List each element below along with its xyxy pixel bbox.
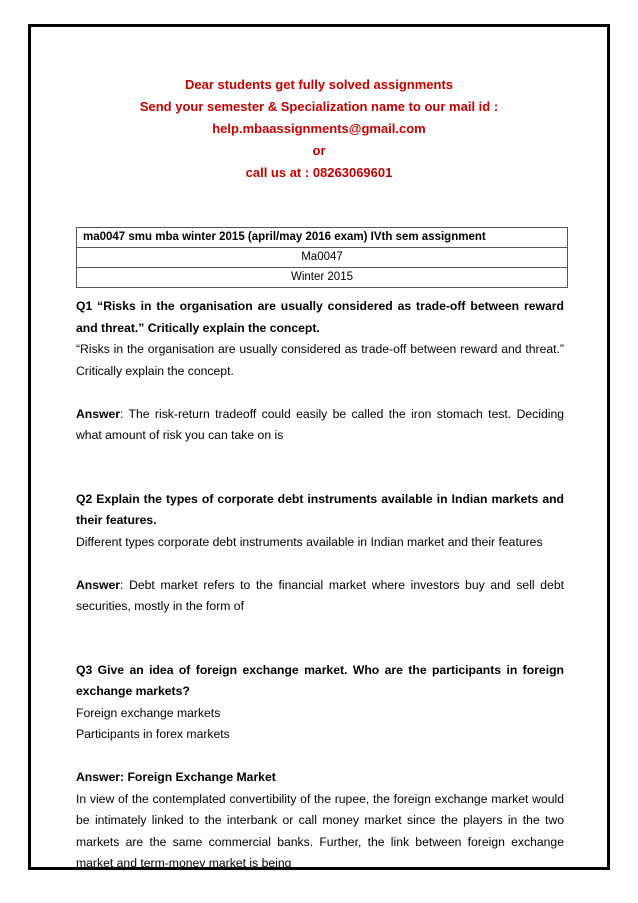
q3-restated-2: Participants in forex markets xyxy=(76,727,230,741)
q2-answer-text: : Debt market refers to the financial market where investors buy and sell debt securities, mostly in the form of xyxy=(76,577,564,613)
table-row xyxy=(77,248,568,268)
promo-phone: call us at : 08263069601 xyxy=(245,165,393,180)
promo-line-2: Send your semester & Specialization name to our mail id : xyxy=(139,99,499,114)
q3-answer-heading xyxy=(76,767,564,789)
course-code-cell: Ma0047 xyxy=(77,248,568,268)
q2-answer xyxy=(76,575,564,618)
assignment-info-table xyxy=(76,227,568,288)
q1-restated: “Risks in the organisation are usually considered as trade-off between reward and threat.” Critically explain the concept. xyxy=(76,342,564,378)
term-cell: Winter 2015 xyxy=(77,268,568,288)
q2-restated: Different types corporate debt instruments available in Indian market and their features xyxy=(76,534,543,549)
assignment-title-cell: ma0047 smu mba winter 2015 (april/may 2016 exam) IVth sem assignment xyxy=(77,228,568,248)
q2-question: Q2 Explain the types of corporate debt instruments available in Indian markets and their features. xyxy=(76,491,564,527)
q1-answer xyxy=(76,404,564,447)
q3-answer-text: In view of the contemplated convertibility of the rupee, the foreign exchange market would be intimately linked to the interbank or call money market since the players in the two markets are the same commercial banks. Further, the link between foreign exchange market and term-money market is being xyxy=(76,791,564,870)
q1-answer-text: : The risk-return tradeoff could easily be called the iron stomach test. Deciding what amount of risk you can take on is xyxy=(76,406,564,442)
answer-label: Answer xyxy=(76,770,121,784)
q3-question: Q3 Give an idea of foreign exchange market. Who are the participants in foreign exchange markets? xyxy=(76,662,564,698)
q3-answer-heading-text: : Foreign Exchange Market xyxy=(120,770,276,784)
answer-label: Answer xyxy=(76,406,121,421)
table-row xyxy=(77,228,568,248)
q1-question: Q1 “Risks in the organisation are usually considered as trade-off between reward and threat.” Critically explain the concept. xyxy=(76,299,564,335)
q3-restated-1: Foreign exchange markets xyxy=(76,705,221,720)
promo-email: help.mbaassignments@gmail.com xyxy=(212,121,426,136)
promo-line-1: Dear students get fully solved assignments xyxy=(184,77,454,92)
answer-label: Answer xyxy=(76,577,121,592)
promo-block xyxy=(30,74,608,184)
document-body xyxy=(76,296,564,875)
table-row xyxy=(77,268,568,288)
promo-or: or xyxy=(312,143,326,158)
